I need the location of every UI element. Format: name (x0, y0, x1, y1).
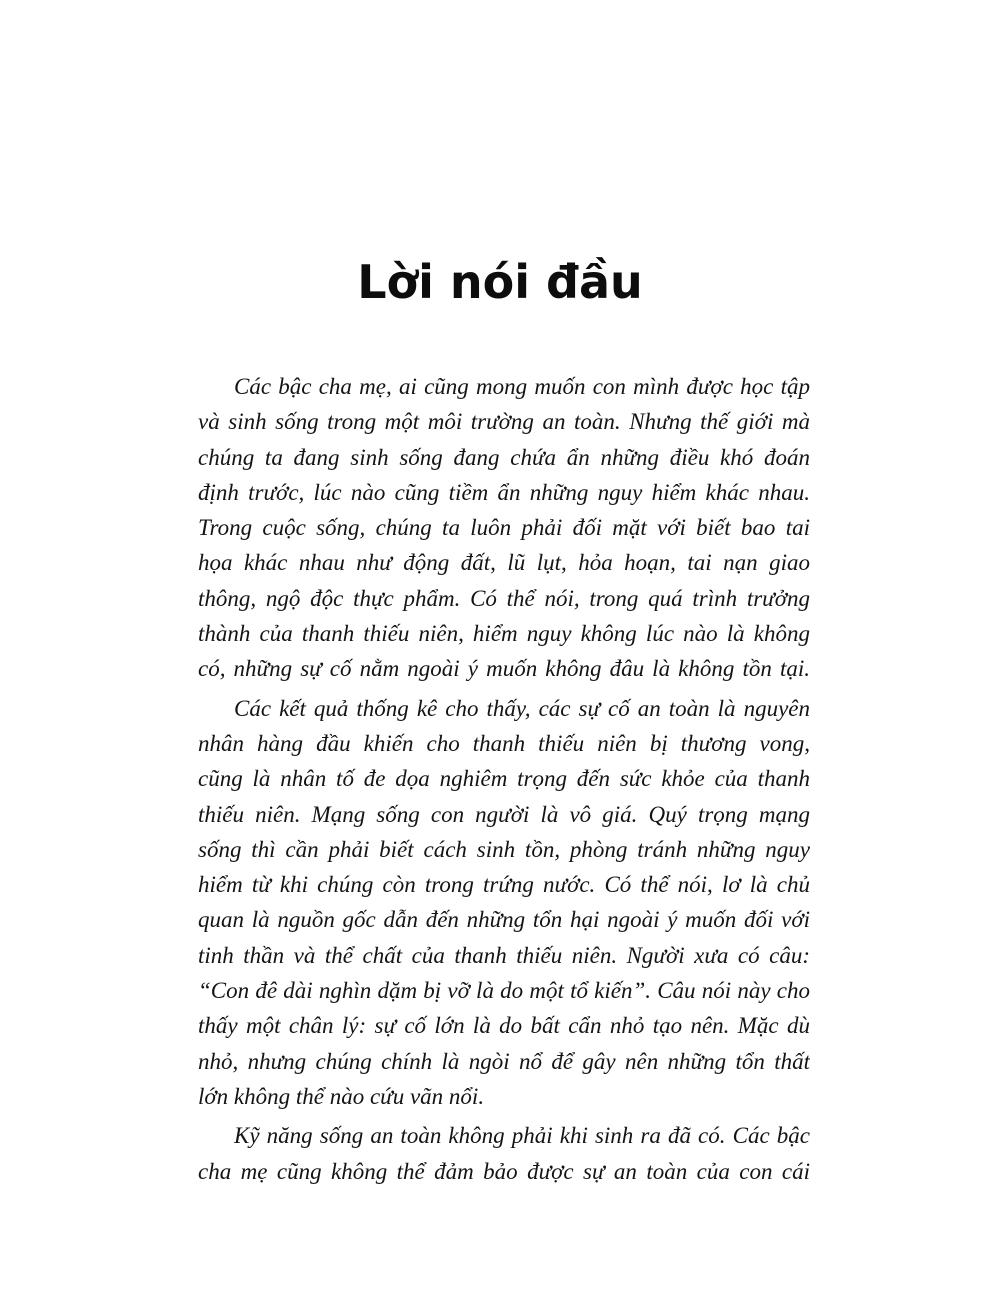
text-line: Các kết quả thống kê cho thấy, các sự cố an toàn là nguyên (234, 695, 810, 721)
paragraph (198, 691, 810, 1115)
paragraph (198, 1118, 810, 1189)
text-line: Kỹ năng sống an toàn không phải khi sinh ra đã có. Các bậc (234, 1123, 810, 1149)
text-line: Các bậc cha mẹ, ai cũng mong muốn con mình được học tập (234, 374, 810, 399)
text-line: cha mẹ cũng không thể đảm bảo được sự an toàn của con cái (198, 1158, 810, 1184)
preface-body (198, 369, 810, 1189)
text-line: quan là nguồn gốc dẫn đến những tổn hại ngoài ý muốn đối với (198, 907, 810, 933)
text-line: sống thì cần phải biết cách sinh tồn, phòng tránh những nguy (198, 836, 810, 862)
text-line: Trong cuộc sống, chúng ta luôn phải đối mặt với biết bao tai (198, 515, 810, 541)
text-line: cũng là nhân tố đe dọa nghiêm trọng đến sức khỏe của thanh (198, 766, 810, 792)
text-line: và sinh sống trong một môi trường an toàn. Nhưng thế giới mà (198, 409, 810, 435)
text-line: “Con đê dài nghìn dặm bị vỡ là do một tổ kiến”. Câu nói này cho (198, 978, 810, 1004)
text-line: lớn không thể nào cứu vãn nổi. (198, 1083, 485, 1109)
page-title: Lời nói đầu (357, 255, 643, 309)
text-line: thành của thanh thiếu niên, hiểm nguy không lúc nào là không (198, 621, 810, 647)
text-line: định trước, lúc nào cũng tiềm ẩn những nguy hiểm khác nhau. (198, 479, 810, 505)
text-line: tinh thần và thể chất của thanh thiếu niên. Người xưa có câu: (198, 942, 810, 968)
text-line: hiểm từ khi chúng còn trong trứng nước. Có thể nói, lơ là chủ (198, 872, 810, 898)
text-line: nhỏ, nhưng chúng chính là ngòi nổ để gây nên những tổn thất (198, 1048, 810, 1074)
text-line: thiếu niên. Mạng sống con người là vô giá. Quý trọng mạng (198, 801, 810, 827)
text-line: chúng ta đang sinh sống đang chứa ẩn những điều khó đoán (198, 444, 810, 470)
paragraph (198, 369, 810, 687)
text-line: thấy một chân lý: sự cố lớn là do bất cẩn nhỏ tạo nên. Mặc dù (198, 1013, 810, 1039)
text-line: họa khác nhau như động đất, lũ lụt, hỏa hoạn, tai nạn giao (198, 550, 810, 576)
text-line: thông, ngộ độc thực phẩm. Có thể nói, trong quá trình trưởng (198, 585, 810, 611)
text-line: có, những sự cố nằm ngoài ý muốn không đâu là không tồn tại. (198, 656, 810, 682)
text-line: nhân hàng đầu khiến cho thanh thiếu niên bị thương vong, (198, 730, 810, 756)
